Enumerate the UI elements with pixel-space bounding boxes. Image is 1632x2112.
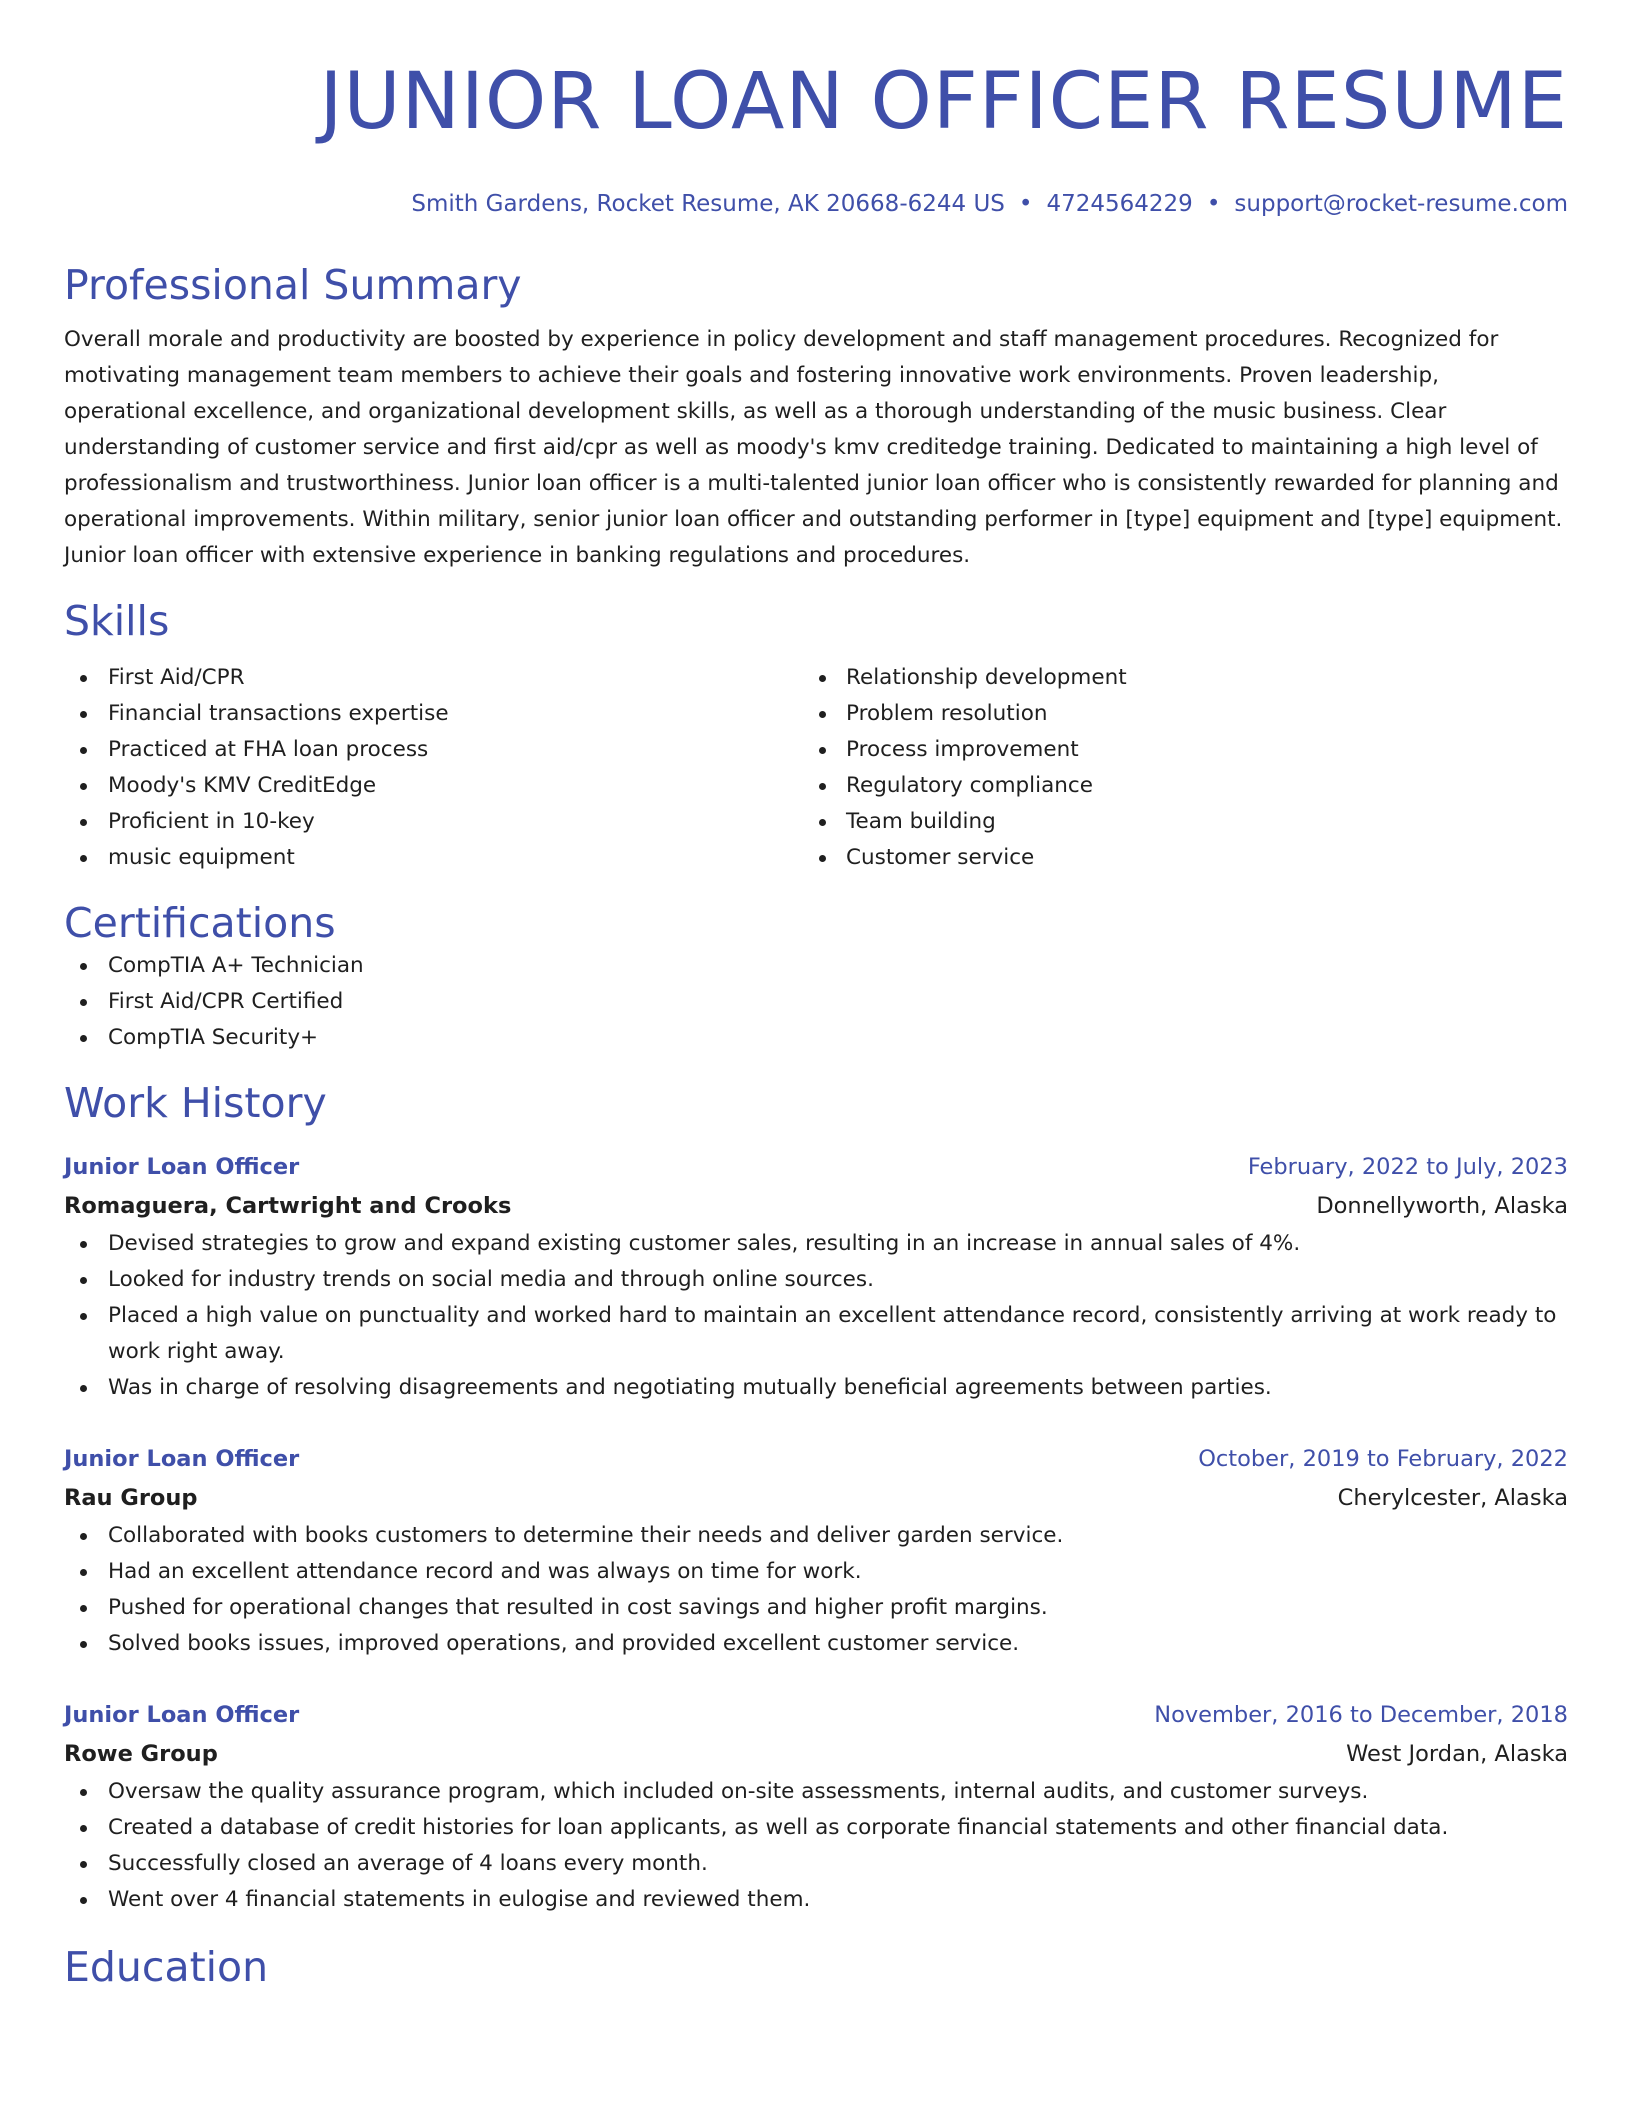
job-header-row xyxy=(64,1696,1568,1734)
summary-text: Overall morale and productivity are boosted by experience in policy development and staff management procedures. Recognized for motivating management team members to achieve their goals and fostering innovative work environments. Proven leadership, operational excellence, and organizational development skills, as well as a thorough understanding of the music business. Clear understanding of customer service and first aid/cpr as well as moody's kmv creditedge training. Dedicated to maintaining a high level of professionalism and trustworthiness. Junior loan officer is a multi-talented junior loan officer who is consistently rewarded for planning and operational improvements. Within military, senior junior loan officer and outstanding performer in [type] equipment and [type] equipment. Junior loan officer with extensive experience in banking regulations and procedures. xyxy=(64,327,1563,568)
job-title: Junior Loan Officer xyxy=(64,1446,300,1472)
skills-list-right xyxy=(816,660,1568,876)
job-location: Cherylcester, Alaska xyxy=(1337,1485,1568,1511)
contact-line xyxy=(64,188,1568,220)
skills-column-right xyxy=(816,660,1568,876)
job-bullet-list xyxy=(64,1518,1568,1662)
skills-grid xyxy=(64,660,1568,876)
job-title: Junior Loan Officer xyxy=(64,1154,300,1180)
skills-list-left xyxy=(64,660,816,876)
contact-separator: • xyxy=(1018,191,1033,217)
job-employer-row xyxy=(64,1478,1568,1518)
contact-separator: • xyxy=(1206,191,1221,217)
job-bullet: Pushed for operational changes that resulted in cost savings and higher profit margins. xyxy=(64,1590,1568,1626)
skill-item: Process improvement xyxy=(816,732,1568,768)
skills-column-left xyxy=(64,660,816,876)
resume-title: JUNIOR LOAN OFFICER RESUME xyxy=(319,57,1568,147)
skill-item: Problem resolution xyxy=(816,696,1568,732)
skill-item: Financial transactions expertise xyxy=(64,696,816,732)
education-heading: Education xyxy=(64,1943,269,1991)
job-title: Junior Loan Officer xyxy=(64,1702,300,1728)
job-bullet: Successfully closed an average of 4 loans every month. xyxy=(64,1846,1568,1882)
job-bullet: Went over 4 financial statements in eulogise and reviewed them. xyxy=(64,1882,1568,1918)
job-header-row xyxy=(64,1148,1568,1186)
job-bullet: Oversaw the quality assurance program, which included on-site assessments, internal audits, and customer surveys. xyxy=(64,1774,1568,1810)
job-bullet-list xyxy=(64,1774,1568,1918)
job-bullet: Placed a high value on punctuality and worked hard to maintain an excellent attendance record, consistently arriving at work ready to work right away. xyxy=(64,1298,1568,1370)
certification-item: First Aid/CPR Certified xyxy=(64,984,1568,1020)
job-dates: February, 2022 to July, 2023 xyxy=(1247,1154,1568,1180)
job-bullet: Had an excellent attendance record and was always on time for work. xyxy=(64,1554,1568,1590)
job-company: Romaguera, Cartwright and Crooks xyxy=(64,1193,512,1219)
skill-item: First Aid/CPR xyxy=(64,660,816,696)
contact-address: Smith Gardens, Rocket Resume, AK 20668-6244 US xyxy=(411,191,1005,217)
job-bullet: Devised strategies to grow and expand existing customer sales, resulting in an increase in annual sales of 4%. xyxy=(64,1226,1568,1262)
job-location: Donnellyworth, Alaska xyxy=(1316,1193,1568,1219)
job-bullet: Solved books issues, improved operations, and provided excellent customer service. xyxy=(64,1626,1568,1662)
skill-item: Relationship development xyxy=(816,660,1568,696)
skill-item: Proficient in 10-key xyxy=(64,804,816,840)
skills-heading: Skills xyxy=(64,597,170,645)
job-bullet: Was in charge of resolving disagreements and negotiating mutually beneficial agreements between parties. xyxy=(64,1370,1568,1406)
job-bullet: Created a database of credit histories for loan applicants, as well as corporate financial statements and other financial data. xyxy=(64,1810,1568,1846)
summary-heading: Professional Summary xyxy=(64,261,522,309)
skill-item: Practiced at FHA loan process xyxy=(64,732,816,768)
skill-item: Moody's KMV CreditEdge xyxy=(64,768,816,804)
contact-phone: 4724564229 xyxy=(1046,191,1193,217)
job-entry xyxy=(64,1696,1568,1918)
skill-item: Customer service xyxy=(816,840,1568,876)
job-employer-row xyxy=(64,1186,1568,1226)
job-location: West Jordan, Alaska xyxy=(1346,1741,1568,1767)
job-bullet-list xyxy=(64,1226,1568,1406)
job-employer-row xyxy=(64,1734,1568,1774)
job-dates: November, 2016 to December, 2018 xyxy=(1154,1702,1568,1728)
skill-item: Regulatory compliance xyxy=(816,768,1568,804)
job-company: Rau Group xyxy=(64,1485,198,1511)
certification-item: CompTIA A+ Technician xyxy=(64,948,1568,984)
job-entry xyxy=(64,1440,1568,1662)
certification-item: CompTIA Security+ xyxy=(64,1020,1568,1056)
certifications-list xyxy=(64,948,1568,1056)
job-bullet: Looked for industry trends on social media and through online sources. xyxy=(64,1262,1568,1298)
work-history-heading: Work History xyxy=(64,1079,327,1127)
skill-item: Team building xyxy=(816,804,1568,840)
contact-email: support@rocket-resume.com xyxy=(1234,191,1568,217)
certifications-heading: Certifications xyxy=(64,899,336,947)
job-company: Rowe Group xyxy=(64,1741,218,1767)
skill-item: music equipment xyxy=(64,840,816,876)
job-entry xyxy=(64,1148,1568,1406)
job-dates: October, 2019 to February, 2022 xyxy=(1198,1446,1568,1472)
job-header-row xyxy=(64,1440,1568,1478)
job-bullet: Collaborated with books customers to determine their needs and deliver garden service. xyxy=(64,1518,1568,1554)
